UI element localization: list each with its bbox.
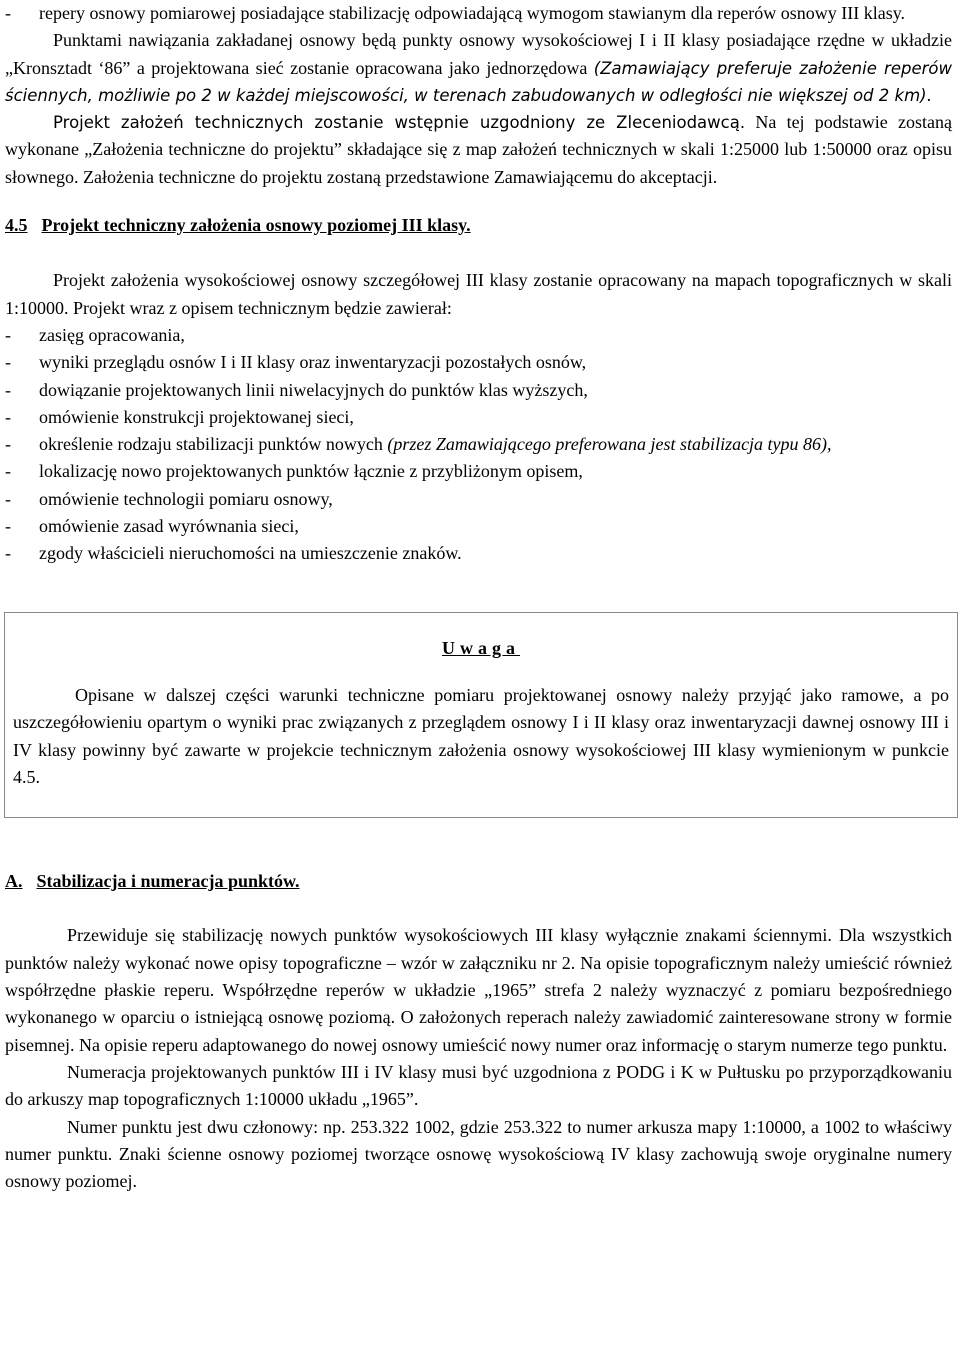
list-item-plain: omówienie zasad wyrównania sieci, xyxy=(39,516,299,537)
paragraph-tail: . xyxy=(926,84,932,105)
list-item-text xyxy=(39,322,952,349)
list-dash: - xyxy=(5,516,11,537)
list-item-plain: omówienie konstrukcji projektowanej sieci, xyxy=(39,406,354,427)
list-item xyxy=(5,540,952,567)
list-dash: - xyxy=(5,434,11,455)
list-dash: - xyxy=(5,543,11,564)
list-dash: - xyxy=(5,406,11,427)
list-item-plain: zasięg opracowania, xyxy=(39,324,185,345)
note-title: Uwaga xyxy=(442,637,520,658)
list-dash: - xyxy=(5,488,11,509)
section-title: Stabilizacja i numeracja punktów. xyxy=(36,871,300,892)
paragraph-numeracja: Numeracja projektowanych punktów III i IV klasy musi być uzgodniona z PODG i K w Pułtusku po przyporządkowaniu do arkuszy map topograficznych 1:10000 układu „1965”. xyxy=(5,1061,952,1110)
paragraph-stabilizacja: Przewiduje się stabilizację nowych punktów wysokościowych III klasy wyłącznie znakami ściennymi. Dla wszystkich punktów należy wykonać nowe opisy topograficzne – wzór w załączniku nr 2. Na opisie topograficznym należy umieścić również współrzędne płaskie reperu. Współrzędne reperów w układzie „1965” strefa 2 należy wyznaczyć z pomiaru bezpośredniego wykonanego w oparciu o istniejącą osnowę poziomą. O założonych reperach należy zawiadomić zainteresowane strony w formie pisemnej. Na opisie reperu adaptowanego do nowej osnowy umieścić nowy numer oraz informację o starym numerze tego punktu. xyxy=(5,925,952,1055)
list-item-text xyxy=(39,377,952,404)
list-item-plain: określenie rodzaju stabilizacji punktów nowych xyxy=(39,434,388,455)
list-item-plain: dowiązanie projektowanych linii niwelacyjnych do punktów klas wyższych, xyxy=(39,379,588,400)
list-item xyxy=(5,0,952,27)
list-item-text: repery osnowy pomiarowej posiadające stabilizację odpowiadającą wymogom stawianym dla reperów osnowy III klasy. xyxy=(39,3,906,23)
paragraph-nawiazanie xyxy=(5,27,952,109)
list-item xyxy=(5,377,952,404)
paragraph-text: Na tej podstawie zostaną wykonane „Założenia techniczne do projektu” składające się z map założeń technicznych w skali 1:25000 lub 1:50000 oraz opisu słownego. Założenia techniczne do projektu zostaną przedstawione Zamawiającemu do akceptacji. xyxy=(5,112,952,187)
list-item-text xyxy=(39,458,952,485)
paragraph-italic-note: (Zamawiający preferuje założenie reperów ściennych, możliwie po 2 w każdej miejscowości, w terenach zabudowanych w odległości nie większej od 2 km) xyxy=(5,58,952,105)
content-list xyxy=(5,322,952,568)
list-item xyxy=(5,349,952,376)
section-heading-a xyxy=(5,868,952,895)
section-number: A. xyxy=(5,871,23,892)
list-item-text xyxy=(39,513,952,540)
list-item xyxy=(5,513,952,540)
list-item xyxy=(5,458,952,485)
list-dash: - xyxy=(5,352,11,373)
list-item xyxy=(5,322,952,349)
list-dash: - xyxy=(5,324,11,345)
list-item-text xyxy=(39,431,952,458)
list-dash: - xyxy=(5,3,11,23)
note-box xyxy=(4,612,958,818)
paragraph-projekt: Projekt założenia wysokościowej osnowy szczegółowej III klasy zostanie opracowany na mapach topograficznych w skali 1:10000. Projekt wraz z opisem technicznym będzie zawierał: xyxy=(5,270,952,318)
list-item-text xyxy=(39,540,952,567)
list-item-plain: omówienie technologii pomiaru osnowy, xyxy=(39,488,333,509)
list-dash: - xyxy=(5,379,11,400)
list-item xyxy=(5,431,952,458)
section-title: Projekt techniczny założenia osnowy poziomej III klasy. xyxy=(41,215,471,236)
list-item xyxy=(5,486,952,513)
section-number: 4.5 xyxy=(5,215,28,236)
paragraph-zalozenia xyxy=(5,109,952,191)
list-item xyxy=(5,404,952,431)
list-dash: - xyxy=(5,461,11,482)
list-item-plain: zgody właścicieli nieruchomości na umieszczenie znaków. xyxy=(39,543,462,564)
paragraph-numer-punktu: Numer punktu jest dwu członowy: np. 253.322 1002, gdzie 253.322 to numer arkusza mapy 1:10000, a 1002 to właściwy numer punktu. Znaki ścienne osnowy poziomej tworzące osnowę wysokościową IV klasy zachowują swoje oryginalne numery osnowy poziomej. xyxy=(5,1116,952,1192)
list-item-italic: (przez Zamawiającego preferowana jest stabilizacja typu 86), xyxy=(387,434,832,455)
list-item-plain: wyniki przeglądu osnów I i II klasy oraz inwentaryzacji pozostałych osnów, xyxy=(39,352,587,373)
list-item-text xyxy=(39,486,952,513)
note-text: Opisane w dalszej części warunki techniczne pomiaru projektowanej osnowy należy przyjąć jako ramowe, a po uszczegółowieniu opartym o wyniki prac związanych z przeglądem osnowy I i II klasy oraz inwentaryzacji dawnej osnowy III i IV klasy powinny być zawarte w projekcie technicznym założenia osnowy wysokościowej III klasy wymienionym w punkcie 4.5. xyxy=(13,684,949,787)
list-item-text xyxy=(39,404,952,431)
list-item-plain: lokalizację nowo projektowanych punktów łącznie z przybliżonym opisem, xyxy=(39,461,583,482)
paragraph-sans-text: Projekt założeń technicznych zostanie wstępnie uzgodniony ze Zleceniodawcą. xyxy=(53,113,746,133)
paragraph-text: Punktami nawiązania zakładanej osnowy będą punkty osnowy wysokościowej I i II klasy posiadające rzędne w układzie „Kronsztadt ‘86” a projektowana sieć zostanie opracowana jako jednorzędowa xyxy=(5,30,952,78)
section-heading-4-5 xyxy=(5,212,952,239)
list-item-text xyxy=(39,349,952,376)
